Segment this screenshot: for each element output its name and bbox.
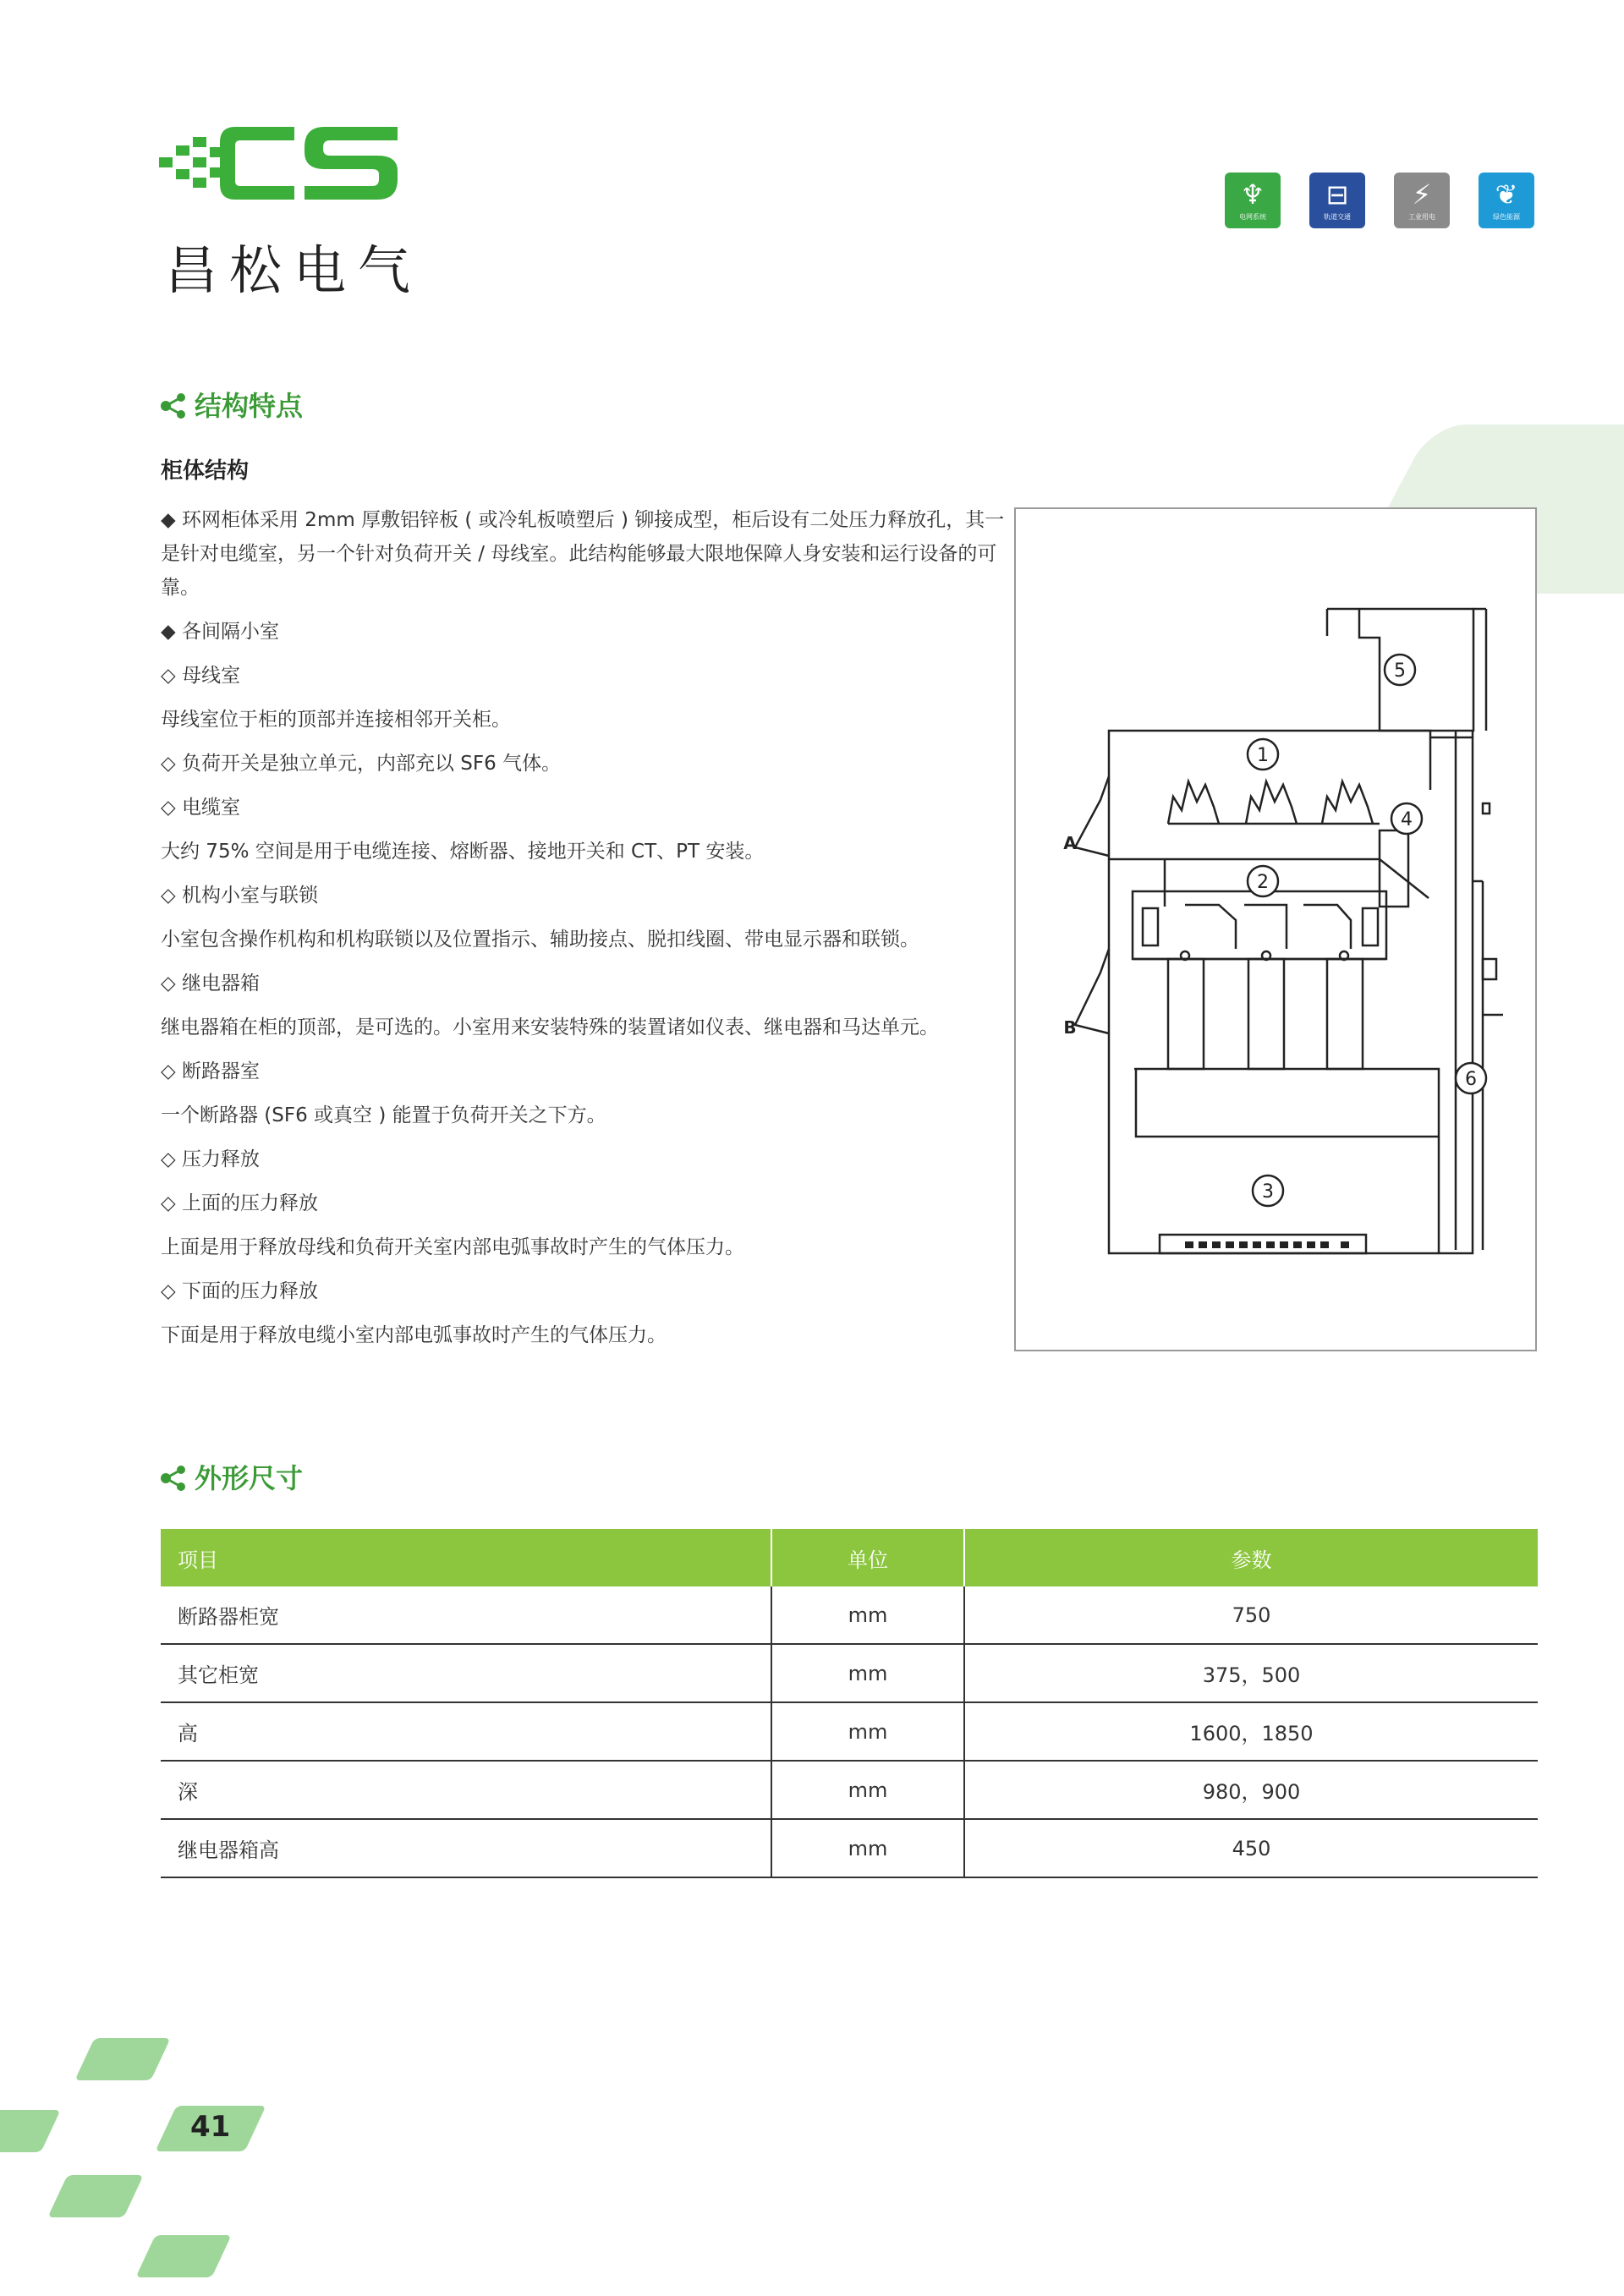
- table-cell: 断路器柜宽: [161, 1586, 771, 1644]
- callout-label: 4: [1401, 809, 1413, 830]
- column-header: 单位: [771, 1529, 964, 1586]
- table-row: [161, 1644, 1538, 1702]
- table-cell: 继电器箱高: [161, 1819, 771, 1877]
- decorative-shape: [0, 2110, 61, 2152]
- table-cell: 375，500: [964, 1644, 1538, 1702]
- paragraph: ◇ 母线室: [161, 665, 240, 687]
- table-cell: mm: [771, 1644, 964, 1702]
- section-heading: [159, 1463, 303, 1493]
- table-header-row: [161, 1529, 1538, 1586]
- column-header: 参数: [964, 1529, 1538, 1586]
- table-row: [161, 1819, 1538, 1877]
- table-cell: mm: [771, 1586, 964, 1644]
- table-cell: 450: [964, 1819, 1538, 1877]
- company-logo: [159, 118, 404, 220]
- table-cell: mm: [771, 1702, 964, 1761]
- table-row: [161, 1761, 1538, 1819]
- paragraph: 上面是用于释放母线和负荷开关室内部电弧事故时产生的气体压力。: [161, 1236, 744, 1258]
- paragraph: 继电器箱在柜的顶部，是可选的。小室用来安装特殊的装置诸如仪表、继电器和马达单元。: [161, 1016, 939, 1038]
- cabinet-diagram: [1014, 507, 1537, 1351]
- paragraph: 小室包含操作机构和机构联锁以及位置指示、辅助接点、脱扣线圈、带电显示器和联锁。: [161, 929, 919, 951]
- table-cell: 深: [161, 1761, 771, 1819]
- section-heading: [159, 391, 303, 421]
- paragraph: 母线室位于柜的顶部并连接相邻开关柜。: [161, 709, 511, 731]
- leaf-icon: ❦ 绿色能源: [1479, 173, 1534, 228]
- paragraph: ◇ 继电器箱: [161, 973, 260, 995]
- paragraph: ◆ 各间隔小室: [161, 621, 279, 643]
- table-cell: mm: [771, 1761, 964, 1819]
- table-row: [161, 1702, 1538, 1761]
- paragraph: ◇ 上面的压力释放: [161, 1192, 318, 1214]
- callout-label: 2: [1257, 872, 1269, 893]
- company-name: 昌松电气: [165, 239, 423, 301]
- factory-icon: ⚡ 工业用电: [1394, 173, 1450, 228]
- paragraph: ◇ 下面的压力释放: [161, 1280, 318, 1302]
- callout-label: 6: [1465, 1069, 1477, 1090]
- column-header: 项目: [161, 1529, 771, 1586]
- flap-label-b: B: [1063, 1017, 1077, 1038]
- table-cell: 750: [964, 1586, 1538, 1644]
- category-icons: [1225, 173, 1534, 228]
- paragraph: 大约 75% 空间是用于电缆连接、熔断器、接地开关和 CT、PT 安装。: [161, 841, 765, 863]
- body-text: [161, 503, 1007, 1362]
- section-title: 结构特点: [195, 390, 304, 422]
- callout-label: 3: [1262, 1181, 1274, 1203]
- paragraph: ◇ 压力释放: [161, 1148, 260, 1170]
- table-cell: mm: [771, 1819, 964, 1877]
- power-tower-icon: ♆ 电网系统: [1225, 173, 1281, 228]
- paragraph: ◇ 断路器室: [161, 1060, 260, 1082]
- table-cell: 1600，1850: [964, 1702, 1538, 1761]
- paragraph: ◆ 环网柜体采用 2mm 厚敷铝锌板 ( 或冷轧板喷塑后 ) 铆接成型，柜后设有二处压力释放孔，其一是针对电缆室，另一个针对负荷开关 / 母线室。此结构能够最大限地保障人身安装和运行设备的可靠。: [161, 509, 1005, 599]
- table-row: [161, 1586, 1538, 1644]
- callout-label: 1: [1257, 745, 1269, 766]
- decorative-shape: [47, 2175, 143, 2217]
- table-cell: 980，900: [964, 1761, 1538, 1819]
- table-cell: 其它柜宽: [161, 1644, 771, 1702]
- dimensions-table: [161, 1529, 1538, 1878]
- share-icon: [159, 1464, 188, 1493]
- table-cell: 高: [161, 1702, 771, 1761]
- decorative-shape: [74, 2038, 170, 2080]
- page-number: 41: [190, 2110, 231, 2144]
- paragraph: 一个断路器 (SF6 或真空 ) 能置于负荷开关之下方。: [161, 1104, 606, 1126]
- train-icon: ⊟ 轨道交通: [1309, 173, 1365, 228]
- flap-label-a: A: [1063, 833, 1077, 853]
- paragraph: ◇ 机构小室与联锁: [161, 885, 318, 907]
- cabinet-drawing: [1016, 509, 1535, 1350]
- paragraph: ◇ 负荷开关是独立单元，内部充以 SF6 气体。: [161, 753, 562, 775]
- sub-heading: 柜体结构: [161, 458, 250, 484]
- decorative-shape: [135, 2235, 231, 2277]
- section-title: 外形尺寸: [195, 1462, 304, 1494]
- paragraph: ◇ 电缆室: [161, 797, 240, 819]
- callout-label: 5: [1394, 660, 1406, 682]
- paragraph: 下面是用于释放电缆小室内部电弧事故时产生的气体压力。: [161, 1324, 667, 1346]
- share-icon: [159, 392, 188, 420]
